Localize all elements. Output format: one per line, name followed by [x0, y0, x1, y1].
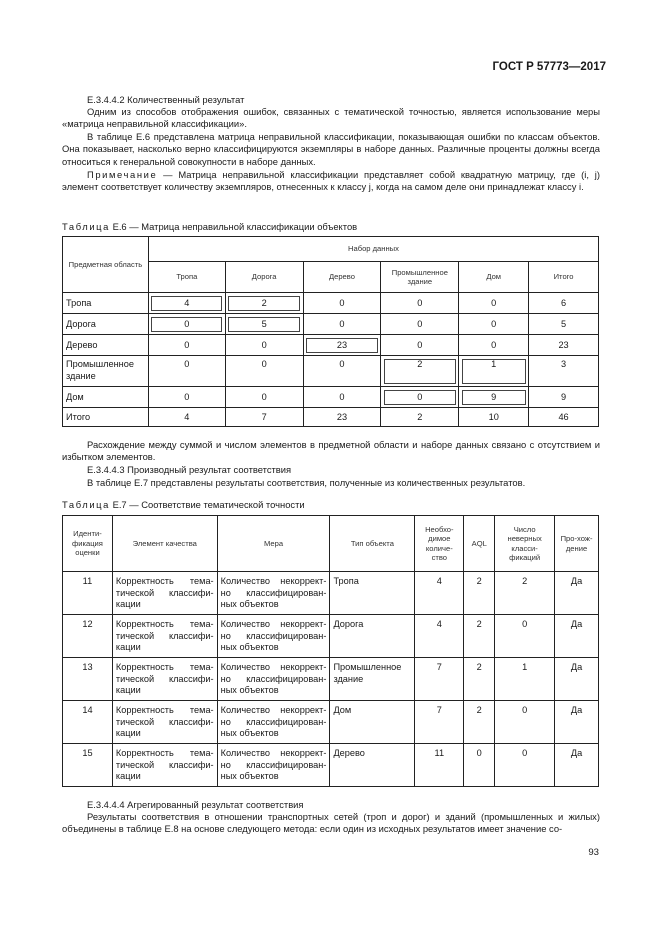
table-row — [63, 744, 599, 787]
column-header: Элемент качества — [112, 516, 217, 572]
cell: 0 — [459, 335, 529, 356]
cell: 0 — [225, 335, 303, 356]
cell: 6 — [529, 293, 599, 314]
cell: 0 — [148, 314, 225, 335]
row-label: Итого — [63, 408, 149, 427]
table-e7-caption — [62, 499, 305, 510]
table-row — [63, 658, 599, 701]
required-count: 11 — [415, 744, 464, 787]
quality-element: Корректность тема- тической классифи- кации — [112, 744, 217, 787]
cell: 7 — [225, 408, 303, 427]
paragraph: В таблице Е.7 представлены результаты соответствия, полученные из количественных результатов. — [87, 477, 526, 488]
paragraph: Расхождение между суммой и числом элементов в предметной области и наборе данных связано с отсутствием и избытком элементов. — [62, 439, 600, 463]
thematic-accuracy-table — [62, 515, 599, 787]
caption-text: Е.6 — Матрица неправильной классификации объектов — [109, 221, 358, 232]
section-heading-e3444: Е.3.4.4.4 Агрегированный результат соответствия — [87, 799, 304, 810]
note-text: — Матрица неправильной классификации представляет собой квадратную матрицу, где (i, j) элемент соответствует количеству экземпляров, отнесенных к классу j, когда на самом деле они принадлежат классу i. — [62, 169, 600, 193]
row-label: Промышленное здание — [63, 356, 149, 387]
caption-label: Таблица — [62, 499, 110, 510]
cell: 0 — [148, 356, 225, 387]
column-header: Необхо-димое количе-ство — [415, 516, 464, 572]
aql: 0 — [464, 744, 495, 787]
object-type: Дорога — [330, 615, 415, 658]
pass: Да — [555, 658, 599, 701]
assessment-id: 14 — [63, 701, 113, 744]
paragraph: Результаты соответствия в отношении транспортных сетей (троп и дорог) и зданий (промышленных и жилых) объединены в таблице Е.8 на основе следующего метода: если один из исходных результатов имеет значение со- — [62, 811, 600, 835]
cell: 9 — [529, 387, 599, 408]
pass: Да — [555, 615, 599, 658]
column-header: Дерево — [303, 262, 381, 293]
assessment-id: 11 — [63, 572, 113, 615]
pass: Да — [555, 572, 599, 615]
column-header: Итого — [529, 262, 599, 293]
wrong-count: 0 — [495, 701, 555, 744]
group-header: Набор данных — [148, 237, 598, 262]
table-row — [63, 293, 599, 314]
cell: 0 — [148, 387, 225, 408]
assessment-id: 12 — [63, 615, 113, 658]
note-label: Примечание — [87, 169, 158, 180]
wrong-count: 1 — [495, 658, 555, 701]
page-number: 93 — [588, 847, 599, 858]
table-row — [63, 701, 599, 744]
row-label: Дом — [63, 387, 149, 408]
cell: 0 — [459, 314, 529, 335]
cell: 0 — [381, 293, 459, 314]
cell: 0 — [381, 314, 459, 335]
object-type: Дерево — [330, 744, 415, 787]
required-count: 4 — [415, 615, 464, 658]
cell: 0 — [381, 335, 459, 356]
column-header: Число неверных класси-фикаций — [495, 516, 555, 572]
pass: Да — [555, 744, 599, 787]
cell: 4 — [148, 408, 225, 427]
cell: 0 — [303, 356, 381, 387]
quality-element: Корректность тема- тической классифи- кации — [112, 615, 217, 658]
table-row — [63, 408, 599, 427]
assessment-id: 13 — [63, 658, 113, 701]
cell: 2 — [225, 293, 303, 314]
note — [62, 169, 600, 194]
cell: 0 — [225, 356, 303, 387]
quality-element: Корректность тема- тической классифи- кации — [112, 658, 217, 701]
object-type: Дом — [330, 701, 415, 744]
table-row — [63, 356, 599, 387]
cell: 2 — [381, 356, 459, 387]
column-header: Дорога — [225, 262, 303, 293]
measure: Количество некоррект- но классифицирован- ных объектов — [217, 701, 330, 744]
aql: 2 — [464, 572, 495, 615]
measure: Количество некоррект- но классифицирован- ных объектов — [217, 744, 330, 787]
measure: Количество некоррект- но классифицирован- ных объектов — [217, 615, 330, 658]
column-header: Иденти-фикация оценки — [63, 516, 113, 572]
cell: 23 — [303, 408, 381, 427]
column-header: Дом — [459, 262, 529, 293]
cell: 4 — [148, 293, 225, 314]
column-header: Про-хож-дение — [555, 516, 599, 572]
cell: 23 — [303, 335, 381, 356]
misclassification-matrix — [62, 236, 599, 427]
object-type: Тропа — [330, 572, 415, 615]
table-row — [63, 335, 599, 356]
quality-element: Корректность тема- тической классифи- кации — [112, 701, 217, 744]
table-row — [63, 387, 599, 408]
cell: 9 — [459, 387, 529, 408]
cell: 0 — [303, 293, 381, 314]
cell: 5 — [225, 314, 303, 335]
cell: 5 — [529, 314, 599, 335]
required-count: 4 — [415, 572, 464, 615]
row-header: Предметная область — [63, 237, 149, 293]
wrong-count: 0 — [495, 615, 555, 658]
cell: 0 — [303, 314, 381, 335]
section-heading-e3442: Е.3.4.4.2 Количественный результат — [87, 94, 245, 105]
table-e6-caption — [62, 221, 357, 232]
table-row — [63, 615, 599, 658]
measure: Количество некоррект- но классифицирован- ных объектов — [217, 572, 330, 615]
cell: 0 — [303, 387, 381, 408]
wrong-count: 0 — [495, 744, 555, 787]
section-heading-e3443: Е.3.4.4.3 Производный результат соответствия — [87, 464, 292, 475]
cell: 23 — [529, 335, 599, 356]
caption-label: Таблица — [62, 221, 110, 232]
table-row — [63, 314, 599, 335]
assessment-id: 15 — [63, 744, 113, 787]
column-header: Промышленное здание — [381, 262, 459, 293]
object-type: Промышленное здание — [330, 658, 415, 701]
cell: 0 — [381, 387, 459, 408]
aql: 2 — [464, 658, 495, 701]
cell: 0 — [225, 387, 303, 408]
quality-element: Корректность тема- тической классифи- кации — [112, 572, 217, 615]
wrong-count: 2 — [495, 572, 555, 615]
column-header: Тип объекта — [330, 516, 415, 572]
cell: 2 — [381, 408, 459, 427]
aql: 2 — [464, 615, 495, 658]
aql: 2 — [464, 701, 495, 744]
measure: Количество некоррект- но классифицирован- ных объектов — [217, 658, 330, 701]
column-header: Мера — [217, 516, 330, 572]
cell: 1 — [459, 356, 529, 387]
paragraph: Одним из способов отображения ошибок, связанных с тематической точностью, является использование меры «матрица неправильной классификации». — [62, 106, 600, 130]
cell: 3 — [529, 356, 599, 387]
paragraph: В таблице Е.6 представлена матрица неправильной классификации, показывающая ошибки по классам объектов. Она показывает, насколько верно классифицируются экземпляры в наборе данных. Различные проценты должны всегда относиться к генеральной совокупности в наборе данных. — [62, 131, 600, 167]
column-header: Тропа — [148, 262, 225, 293]
cell: 0 — [459, 293, 529, 314]
row-label: Дорога — [63, 314, 149, 335]
column-header: AQL — [464, 516, 495, 572]
standard-number: ГОСТ Р 57773—2017 — [492, 61, 606, 73]
caption-text: Е.7 — Соответствие тематической точности — [109, 499, 305, 510]
row-label: Дерево — [63, 335, 149, 356]
required-count: 7 — [415, 701, 464, 744]
pass: Да — [555, 701, 599, 744]
table-row — [63, 572, 599, 615]
cell: 0 — [148, 335, 225, 356]
required-count: 7 — [415, 658, 464, 701]
cell: 46 — [529, 408, 599, 427]
cell: 10 — [459, 408, 529, 427]
row-label: Тропа — [63, 293, 149, 314]
